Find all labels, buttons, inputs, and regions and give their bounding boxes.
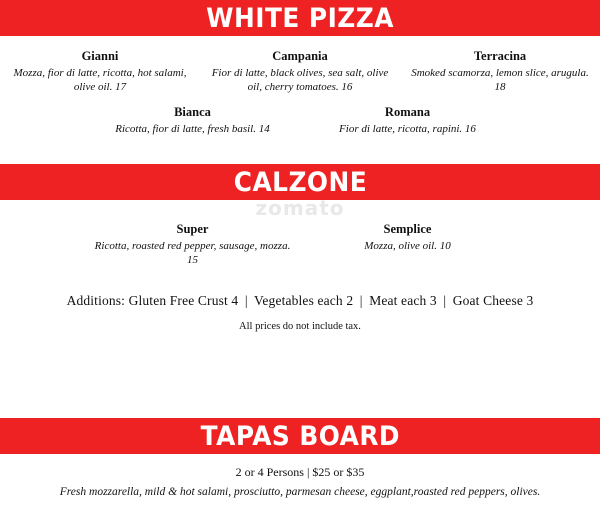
section-white-pizza — [0, 0, 600, 136]
section-banner-white-pizza — [0, 0, 600, 36]
additions-item-1: Gluten Free Crust 4 — [128, 293, 239, 309]
menu-item — [85, 105, 300, 136]
menu-item — [200, 49, 400, 94]
additions-separator: | — [244, 293, 248, 309]
additions-separator: | — [359, 293, 363, 309]
section-tapas-board — [0, 418, 600, 498]
item-name: Terracina — [473, 49, 527, 63]
item-description: Fior di latte, ricotta, rapini. 16 — [339, 122, 476, 135]
additions-line — [0, 293, 600, 309]
menu-item — [85, 222, 300, 267]
item-description: Mozza, fior di latte, ricotta, hot salami, olive oil. 17 — [13, 66, 187, 93]
white-pizza-row-2 — [0, 105, 600, 136]
additions-item-3: Meat each 3 — [369, 293, 437, 309]
additions-separator: | — [443, 293, 447, 309]
tax-note: All prices do not include tax. — [239, 321, 361, 333]
menu-item — [300, 105, 515, 136]
watermark: zomato — [255, 196, 345, 220]
item-name: Campania — [272, 49, 328, 63]
item-description: Mozza, olive oil. 10 — [364, 239, 451, 252]
section-title-white-pizza: WHITE PIZZA — [206, 2, 394, 34]
tapas-subtitle: 2 or 4 Persons | $25 or $35 — [235, 465, 365, 480]
section-title-calzone: CALZONE — [233, 166, 367, 198]
item-name: Semplice — [383, 222, 432, 237]
section-title-tapas-board: TAPAS BOARD — [200, 420, 400, 452]
section-banner-tapas-board — [0, 418, 600, 454]
item-description: Ricotta, roasted red pepper, sausage, mozza. 15 — [94, 239, 291, 267]
item-description: Fior di latte, black olives, sea salt, olive oil, cherry tomatoes. 16 — [211, 66, 389, 93]
white-pizza-row-1 — [0, 49, 600, 94]
additions-item-4: Goat Cheese 3 — [452, 293, 534, 309]
section-spacer — [0, 332, 600, 418]
item-name: Bianca — [174, 105, 211, 120]
additions-item-2: Vegetables each 2 — [254, 293, 354, 309]
section-banner-calzone — [0, 164, 600, 200]
additions-label: Additions: — [66, 293, 126, 309]
calzone-row-1 — [0, 222, 600, 267]
tapas-description: Fresh mozzarella, mild & hot salami, prosciutto, parmesan cheese, eggplant,roasted red peppers, olives. — [59, 486, 541, 499]
menu-item — [0, 49, 200, 94]
menu-item — [300, 222, 515, 253]
item-name: Romana — [384, 105, 431, 120]
item-description: Smoked scamorza, lemon slice, arugula. 18 — [411, 66, 589, 93]
item-name: Gianni — [81, 49, 119, 63]
menu-item — [400, 49, 600, 94]
item-name: Super — [176, 222, 209, 237]
item-description: Ricotta, fior di latte, fresh basil. 14 — [115, 122, 270, 135]
section-calzone — [0, 164, 600, 332]
